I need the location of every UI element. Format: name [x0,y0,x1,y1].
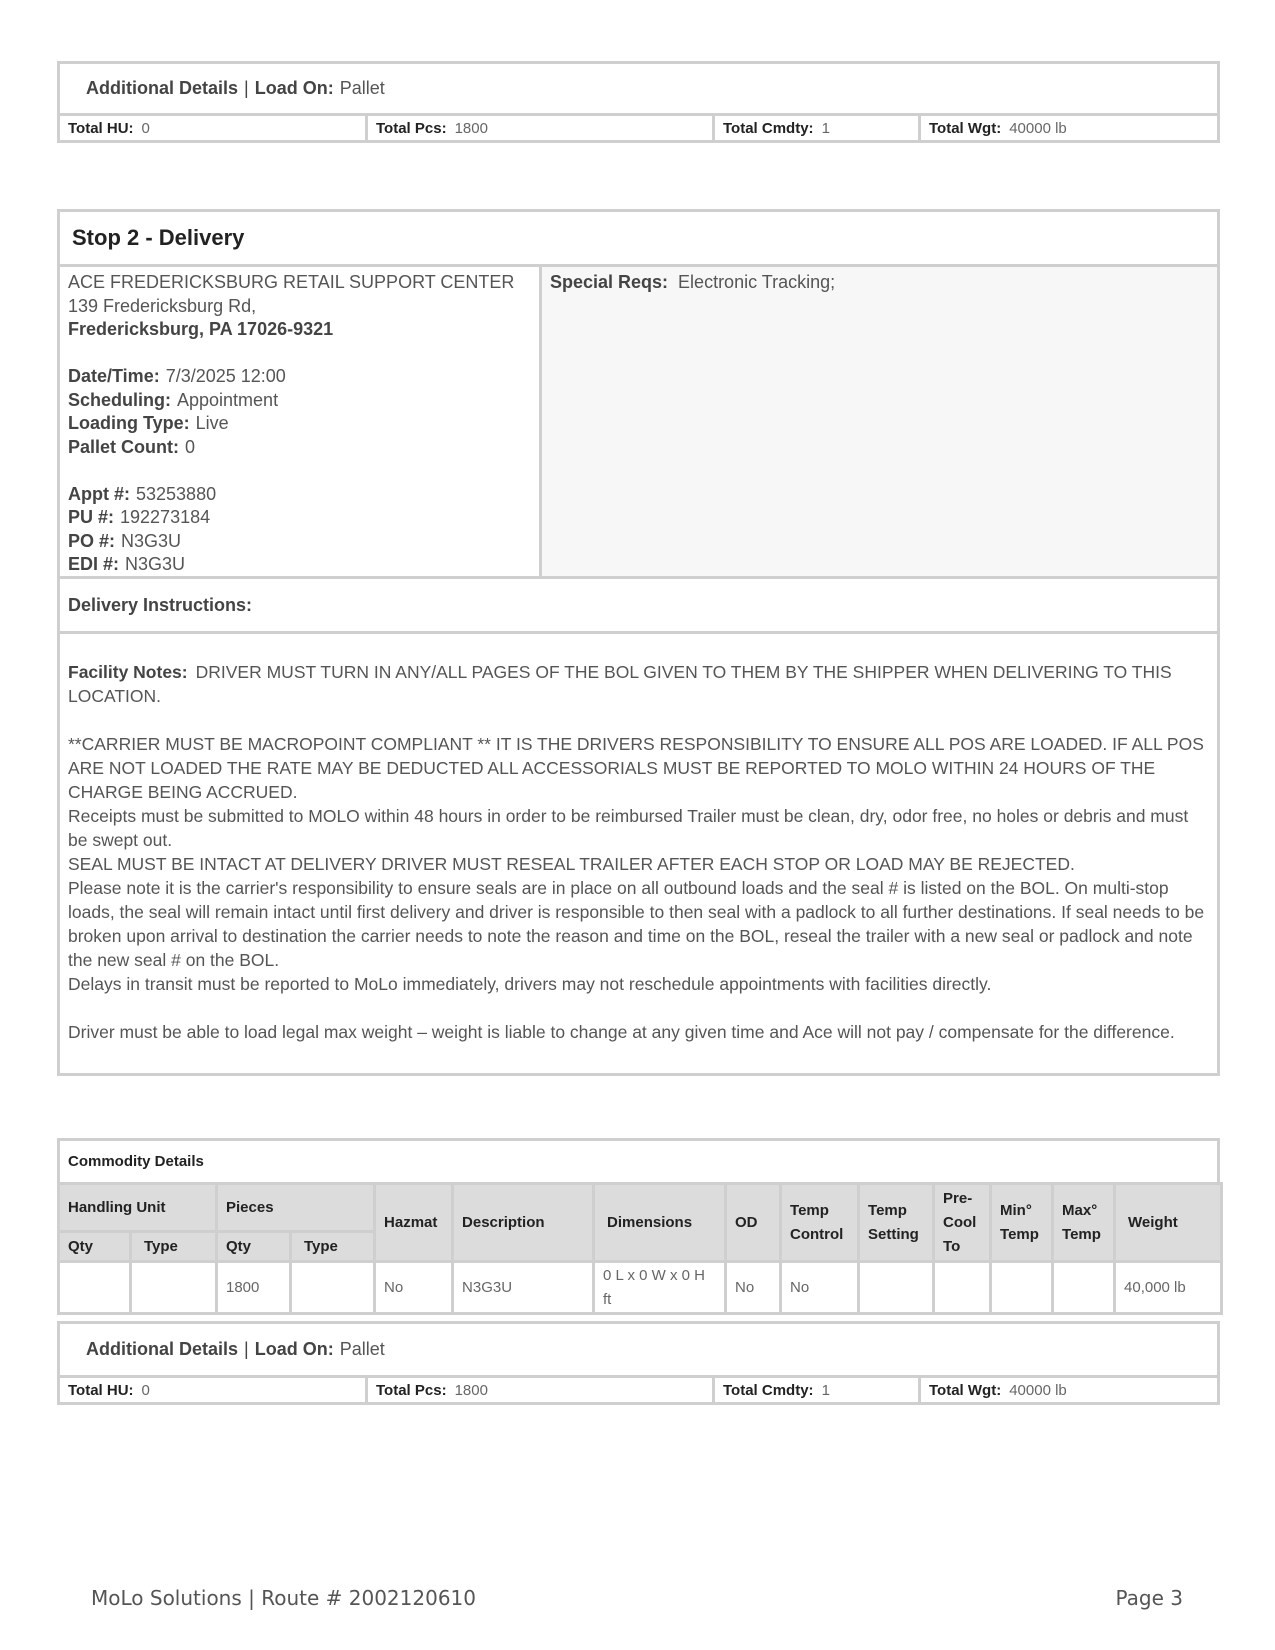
total-cmdty-value: 1 [821,1381,830,1399]
total-cmdty-value: 1 [821,119,830,137]
footer-route: MoLo Solutions | Route # 2002120610 [91,1586,476,1610]
special-reqs-value: Electronic Tracking; [678,272,836,292]
total-wgt-value: 40000 lb [1009,119,1067,137]
temp-setting-header: Temp Setting [859,1184,934,1262]
total-pcs-label: Total Pcs: [376,119,447,137]
top-totals-row [57,113,1220,143]
appt-field [68,483,539,507]
total-pcs [365,1375,715,1405]
description-cell: N3G3U [453,1262,594,1314]
note-paragraph: Receipts must be submitted to MOLO within 48 hours in order to be reimbursed Trailer must be clean, dry, odor free, no holes or debris and must be swept out. [68,806,1189,850]
field-value: Appointment [177,389,279,410]
note-paragraph: **CARRIER MUST BE MACROPOINT COMPLIANT ** IT IS THE DRIVERS RESPONSIBILITY TO ENSURE ALL POS ARE LOADED. IF ALL POS ARE NOT LOADED THE RATE MAY BE DEDUCTED ALL ACCESSORIALS MUST BE REPORTED TO MOLO WITHIN 24 HOURS OF THE CHARGE BEING ACCRUED. [68,734,1204,802]
separator: | [244,1339,249,1359]
delivery-instructions-label: Delivery Instructions: [68,594,253,615]
additional-details-label: Additional Details [86,78,239,98]
facility-notes-first [68,660,1209,708]
description-header: Description [453,1184,594,1262]
address-column [60,267,542,576]
field-label: Scheduling: [68,389,171,410]
min-temp-cell [991,1262,1053,1314]
total-wgt-label: Total Wgt: [929,1381,1002,1399]
hu-type-cell [131,1262,217,1314]
field-label: EDI #: [68,554,120,574]
stop-info [57,264,1220,579]
field-label: Loading Type: [68,413,190,433]
field-value: 0 [185,436,196,457]
pre-cool-header: Pre-Cool To [934,1184,991,1262]
total-wgt-label: Total Wgt: [929,119,1002,137]
note-paragraph: Delays in transit must be reported to MoLo immediately, drivers may not reschedule appointments with facilities directly. [68,974,992,994]
field-label: Date/Time: [68,366,160,386]
commodity-title: Commodity Details [57,1138,1220,1185]
total-wgt [918,1375,1220,1405]
total-pcs-value: 1800 [454,1381,488,1399]
max-temp-header: Max° Temp [1053,1184,1115,1262]
separator: | [244,78,249,98]
loading-type-field [68,412,539,436]
total-hu-value: 0 [141,119,150,137]
pcs-qty-header: Qty [217,1232,291,1262]
total-hu [57,1375,368,1405]
load-on-label: Load On: [254,78,334,98]
pallet-count-field [68,436,539,460]
total-cmdty-label: Total Cmdty: [723,1381,814,1399]
note-paragraph-last: Driver must be able to load legal max weight – weight is liable to change at any given time and Ace will not pay / compensate for the difference. [68,1022,1175,1042]
pre-cool-cell [934,1262,991,1314]
temp-control-cell: No [781,1262,859,1314]
field-label: Pallet Count: [68,436,179,457]
field-value: 53253880 [136,483,217,504]
table-row [59,1262,1222,1314]
bottom-additional-details [57,1321,1220,1378]
special-reqs-column [542,267,1217,580]
total-pcs-value: 1800 [454,119,488,137]
delivery-instructions [57,576,1220,634]
total-hu-label: Total HU: [68,119,134,137]
weight-header: Weight [1115,1184,1222,1262]
weight-cell: 40,000 lb [1115,1262,1222,1314]
note-paragraph: SEAL MUST BE INTACT AT DELIVERY DRIVER MUST RESEAL TRAILER AFTER EACH STOP OR LOAD MAY BE REJECTED. [68,854,1075,874]
total-hu-label: Total HU: [68,1381,134,1399]
hazmat-cell: No [375,1262,453,1314]
pcs-qty-cell: 1800 [217,1262,291,1314]
pcs-type-header: Type [291,1232,375,1262]
stop-title: Stop 2 - Delivery [57,209,1220,267]
hazmat-header: Hazmat [375,1184,453,1262]
pieces-header: Pieces [217,1184,375,1232]
po-field [68,530,539,554]
field-label: PU #: [68,507,115,527]
top-additional-details [57,61,1220,116]
temp-setting-cell [859,1262,934,1314]
special-reqs-label: Special Reqs: [550,272,669,292]
total-hu-value: 0 [141,1381,150,1399]
hu-type-header: Type [131,1232,217,1262]
field-value: N3G3U [121,530,182,551]
field-label: PO #: [68,530,116,551]
od-cell: No [726,1262,781,1314]
facility-city-state-zip: Fredericksburg, PA 17026-9321 [68,319,334,339]
load-on-value: Pallet [339,1339,385,1359]
total-wgt-value: 40000 lb [1009,1381,1067,1399]
facility-name: ACE FREDERICKSBURG RETAIL SUPPORT CENTER [68,272,515,292]
commodity-table [57,1182,1223,1315]
field-value: 192273184 [120,507,211,527]
total-pcs [365,113,715,143]
field-value: 7/3/2025 12:00 [165,366,286,386]
total-cmdty [712,113,921,143]
total-cmdty-label: Total Cmdty: [723,119,814,137]
footer-page-number: Page 3 [1115,1586,1183,1610]
edi-field [68,553,539,577]
temp-control-header: Temp Control [781,1184,859,1262]
additional-details-label: Additional Details [86,1339,239,1359]
dimensions-header: Dimensions [594,1184,726,1262]
total-wgt [918,113,1220,143]
max-temp-cell [1053,1262,1115,1314]
scheduling-field [68,389,539,413]
dimensions-cell: 0 L x 0 W x 0 H ft [594,1262,726,1314]
facility-notes [57,631,1220,1076]
note-paragraph: Please note it is the carrier's responsibility to ensure seals are in place on all outbound loads and the seal # is listed on the BOL. On multi-stop loads, the seal will remain intact until first delivery and driver is responsible to then seal with a padlock to all further destinations. If seal needs to be broken upon arrival to destination the carrier needs to note the reason and time on the BOL, reseal the trailer with a new seal or padlock and note the new seal # on the BOL. [68,878,1205,970]
bottom-totals-row [57,1375,1220,1405]
facility-street: 139 Fredericksburg Rd, [68,295,257,316]
total-cmdty [712,1375,921,1405]
hu-qty-header: Qty [59,1232,131,1262]
load-on-label: Load On: [254,1339,334,1359]
field-value: Live [195,413,229,433]
load-on-value: Pallet [339,78,385,98]
date-time-field [68,365,539,389]
pcs-type-cell [291,1262,375,1314]
hu-qty-cell [59,1262,131,1314]
total-pcs-label: Total Pcs: [376,1381,447,1399]
field-label: Appt #: [68,483,130,504]
field-value: N3G3U [125,554,186,574]
od-header: OD [726,1184,781,1262]
facility-notes-label: Facility Notes: [68,662,188,682]
handling-unit-header: Handling Unit [59,1184,217,1232]
min-temp-header: Min° Temp [991,1184,1053,1262]
facility-notes-text: DRIVER MUST TURN IN ANY/ALL PAGES OF THE BOL GIVEN TO THEM BY THE SHIPPER WHEN DELIVERING TO THIS LOCATION. [68,662,1172,706]
pu-field [68,506,539,530]
total-hu [57,113,368,143]
